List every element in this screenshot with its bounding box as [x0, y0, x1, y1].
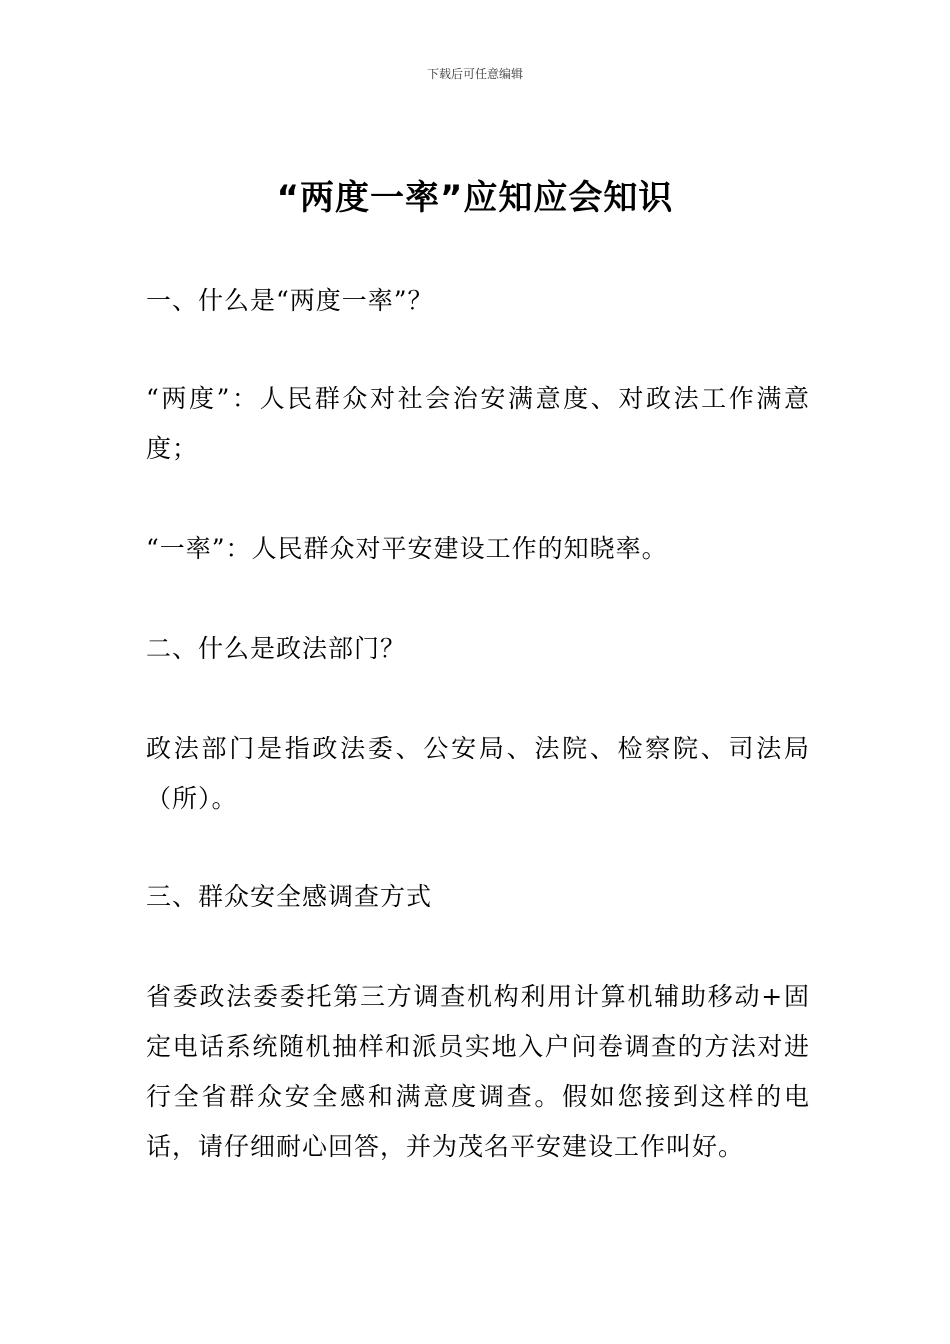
section-heading-1: 一、什么是“两度一率”？: [146, 286, 434, 315]
section-heading-3: 三、群众安全感调查方式: [146, 882, 433, 911]
header-note: 下载后可任意编辑: [426, 67, 523, 81]
paragraph-survey-method: 省委政法委委托第三方调查机构利用计算机辅助移动+固定电话系统随机抽样和派员实地入户问卷调查的方法对进行全省群众安全感和满意度调查。假如您接到这样的电话，请仔细耐心回答，并为茂名平安建设工作叫好。: [146, 982, 810, 1161]
paragraph-yilv: “一率”：人民群众对平安建设工作的知晓率。: [146, 534, 668, 563]
document-title: “两度一率”应知应会知识: [276, 178, 674, 218]
section-heading-2: 二、什么是政法部门？: [146, 634, 407, 663]
paragraph-liangdu: “两度”：人民群众对社会治安满意度、对政法工作满意度；: [146, 384, 810, 463]
paragraph-zhengfa-departments: 政法部门是指政法委、公安局、法院、检察院、司法局（所）。: [146, 734, 810, 813]
